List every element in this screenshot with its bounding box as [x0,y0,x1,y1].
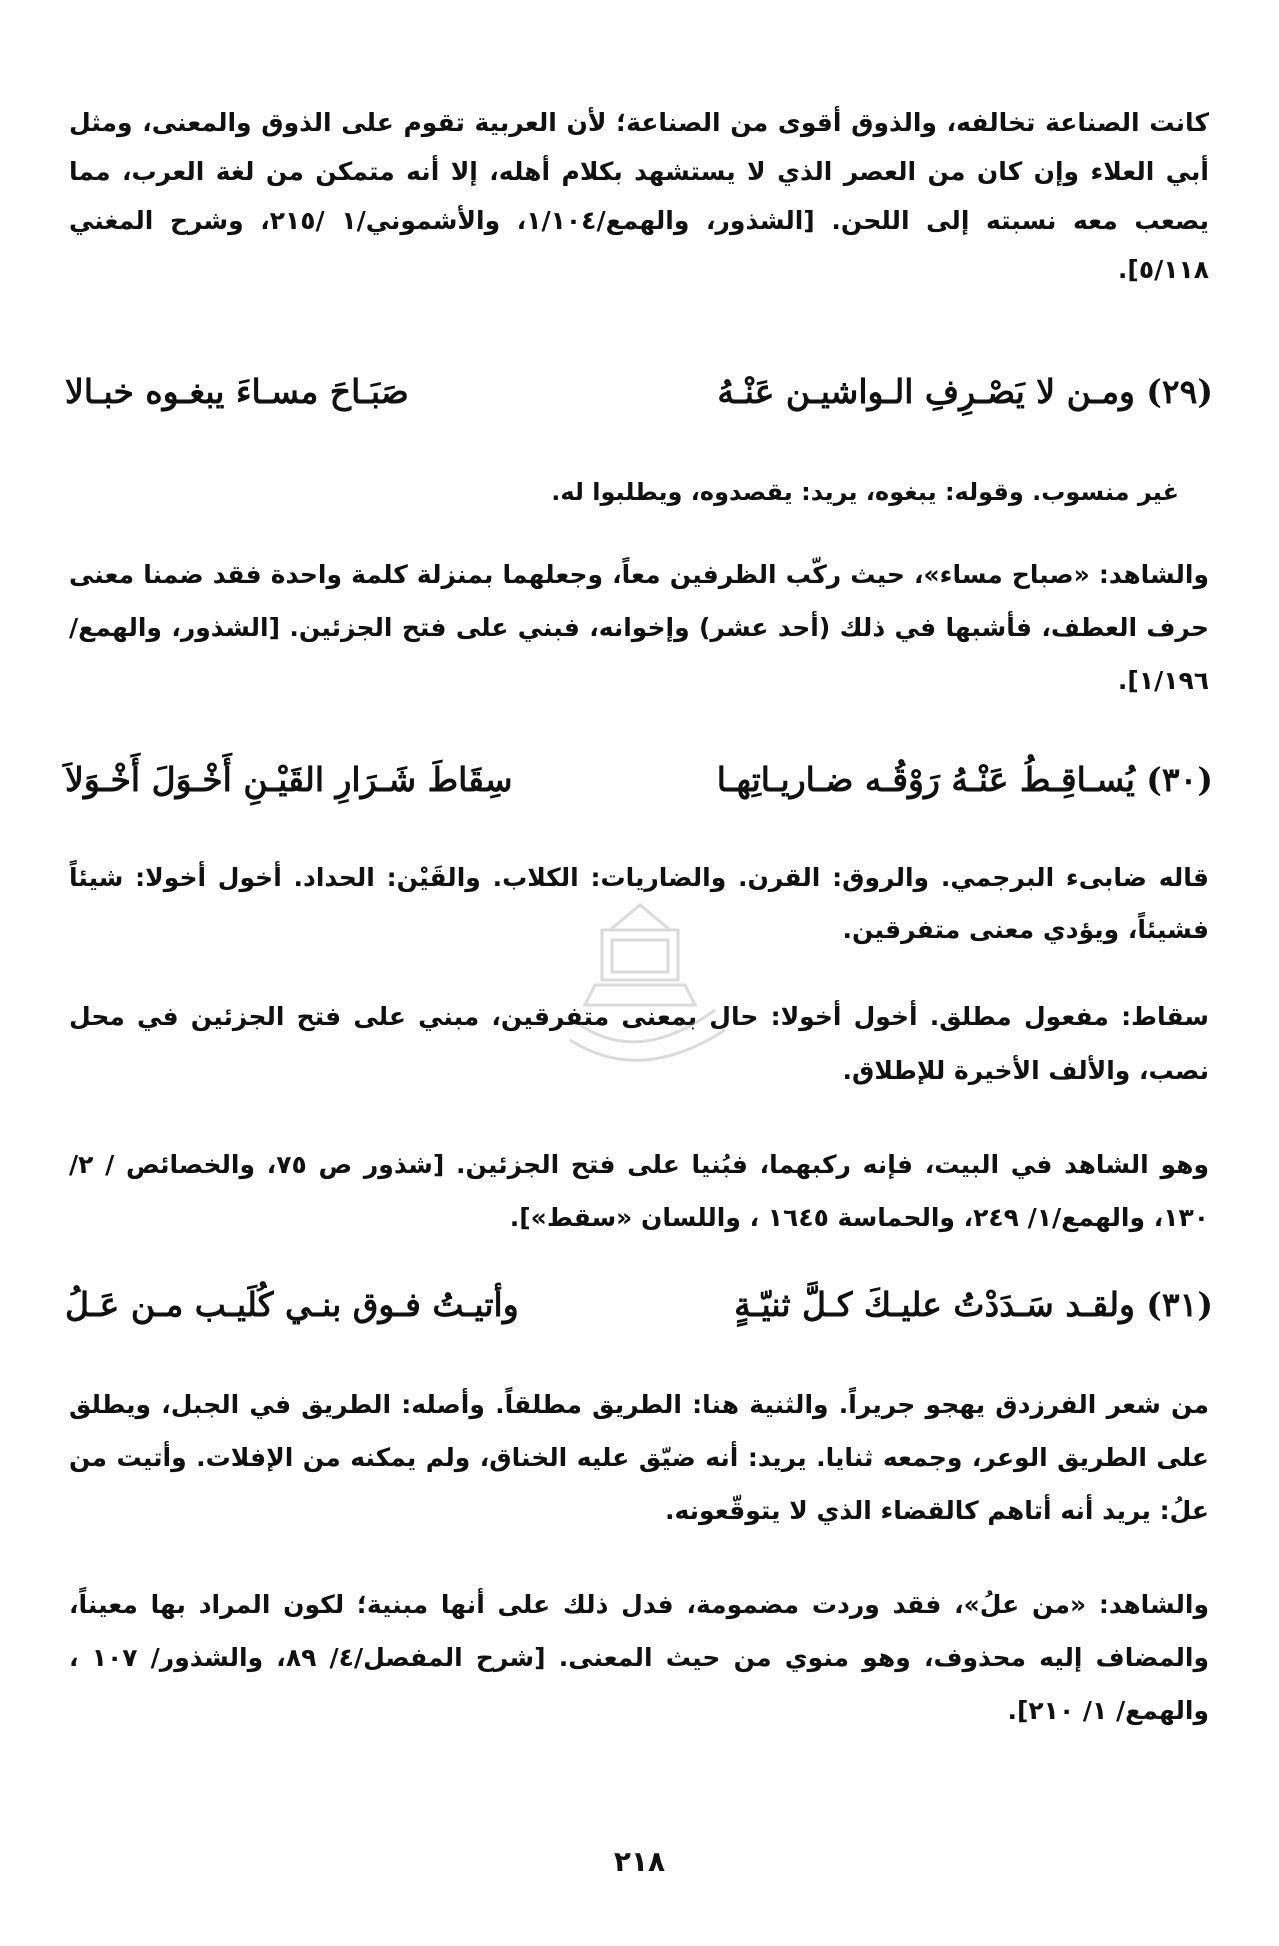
verse-hemistich-first: ولقـد سَـدَدْتُ عليـكَ كـلَّ ثنيّـةٍ [734,1285,1135,1324]
watermark-seal-icon [540,890,740,1090]
verse-hemistich-second: صَبَـاحَ مسـاءَ يبغـوه خبـالا [65,372,409,411]
paragraph-evidence-29: والشاهد: «صباح مساء»، حيث ركّب الظرفين معاً، وجعلهما بمنزلة كلمة واحدة فقد ضمنا معنى حرف العطف، فأشبها في ذلك (أحد عشر) وإخوانه، فبني على فتح الجزئين. [الشذور، والهمع/١/١٩٦]. [69,560,1209,695]
verse-hemistich-first: ومـن لا يَصْـرِفِ الـواشيـن عَنْـهُ [717,372,1135,411]
paragraph-grammar-30: سقاط: مفعول مطلق. أخول أخولا: حال بمعنى متفرقين، مبني على فتح الجزئين في محل نصب، والألف الأخيرة للإطلاق. [69,1002,1209,1085]
paragraph-evidence-31: والشاهد: «من علُ»، فقد وردت مضمومة، فدل ذلك على أنها مبنية؛ لكون المراد بها معيناً، والمضاف إليه محذوف، وهو منوي من حيث المعنى. [شرح المفصل/٤/ ٨٩، والشذور/ ١٠٧ ، والهمع/ ١/ ٢١٠]. [69,1590,1210,1725]
paragraph-attribution-30: قاله ضابىء البرجمي. والروق: القرن. والضاريات: الكلاب. والقَيْن: الحداد. أخول أخولا: شيئاً فشيئاً، ويؤدي معنى متفرقين. [69,863,1209,944]
paragraph-intro: كانت الصناعة تخالفه، والذوق أقوى من الصناعة؛ لأن العربية تقوم على الذوق والمعنى، ومثل أبي العلاء وإن كان من العصر الذي لا يستشهد بكلام أهله، إلا أنه متمكن من لغة العرب، مما يصعب معه نسبته إلى اللحن. [الشذور، والهمع/١/١٠٤، والأشموني/١ /٢١٥، وشرح المغني ٥/١١٨]. [69,108,1209,284]
paragraph-attribution-29: غير منسوب. وقوله: يبغوه، يريد: يقصدوه، ويطلبوا له. [551,478,1179,506]
paragraph-attribution-31: من شعر الفرزدق يهجو جريراً. والثنية هنا: الطريق مطلقاً. وأصله: الطريق في الجبل، ويطلق على الطريق الوعر، وجمعه ثنايا. يريد: أنه ضيّق عليه الخناق، ولم يمكنه من الإفلات. وأتيت من علُ: يريد أنه أتاهم كالقضاء الذي لا يتوقّعونه. [69,1390,1209,1525]
page-number: ٢١٨ [613,1845,666,1878]
verse-number: (٣٠) [1146,760,1213,799]
paragraph-evidence-30: وهو الشاهد في البيت، فإنه ركبهما، فبُنيا على فتح الجزئين. [شذور ص ٧٥، والخصائص / ٢/ ١٣٠، والهمع/١/ ٢٤٩، والحماسة ١٦٤٥ ، واللسان «سقط»]. [69,1150,1209,1232]
verse-hemistich-second: سِقَاطَ شَـرَارِ القَيْـنِ أَخْـوَلَ أَخْـوَلاَ [65,760,513,799]
verse-hemistich-first: يُسـاقِـطُ عَنْـهُ رَوْقُـه ضـاريـاتِهـا [716,760,1135,799]
verse-hemistich-second: وأتيـتُ فـوق بنـي كُلَيـب مـن عَـلُ [65,1285,519,1324]
verse-number: (٢٩) [1146,372,1213,411]
verse-number: (٣١) [1146,1285,1213,1324]
